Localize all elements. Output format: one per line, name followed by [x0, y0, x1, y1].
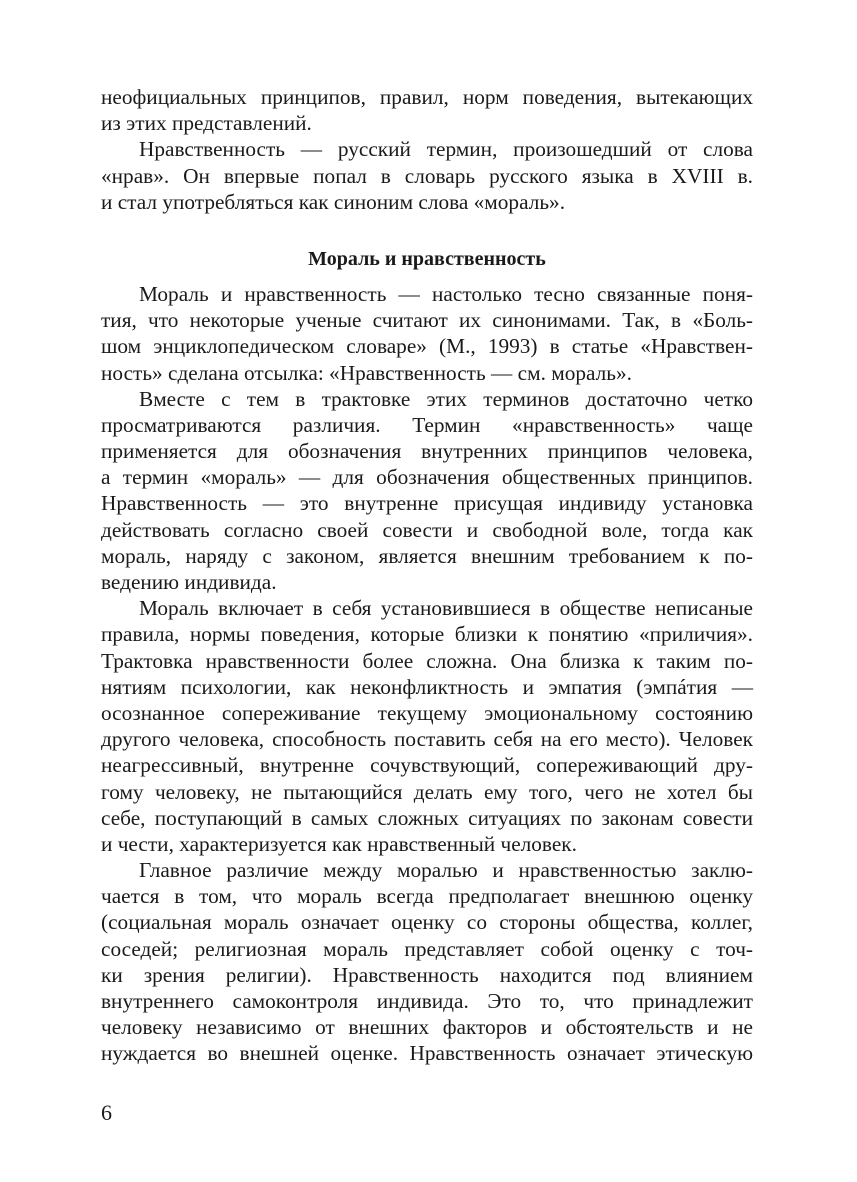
text-line: ность» сделана отсылка: «Нравственность — см. мораль».: [101, 360, 632, 385]
text-line: ки зрения религии). Нравственность находится под влиянием: [101, 962, 753, 987]
text-line: и чести, характеризуется как нравственный человек.: [101, 831, 577, 856]
text-line: нятиям психологии, как неконфликтность и эмпатия (эмпáтия —: [101, 674, 753, 699]
text-line: неофициальных принципов, правил, норм поведения, вытекающих: [101, 85, 753, 109]
paragraph-body-1: [101, 281, 753, 386]
text-line: Главное различие между моралью и нравственностью заклю-: [139, 858, 753, 883]
text-line: осознанное сопереживание текущему эмоциональному состоянию: [101, 700, 753, 725]
page-body: [101, 84, 753, 1067]
text-line: действовать согласно своей совести и свободной воле, тогда как: [101, 517, 753, 542]
text-line: «нрав». Он впервые попал в словарь русского языка в XVIII в.: [101, 163, 753, 188]
text-line: Нравственность — это внутренне присущая индивиду установка: [101, 491, 753, 516]
paragraph-body-4: [101, 857, 753, 1067]
text-line: мораль, наряду с законом, является внешним требованием к по-: [101, 543, 753, 568]
paragraph-intro-2: [101, 136, 753, 215]
text-line: из этих представлений.: [101, 111, 312, 136]
text-line: (социальная мораль означает оценку со стороны общества, коллег,: [101, 910, 753, 935]
text-line: внутреннего самоконтроля индивида. Это то, что принадлежит: [101, 989, 753, 1013]
paragraph-intro-1: [101, 84, 753, 136]
text-line: человеку независимо от внешних факторов и обстоятельств и не: [101, 1015, 753, 1040]
section-heading: Мораль и нравственность: [308, 247, 546, 270]
text-line: соседей; религиозная мораль представляет собой оценку с точ-: [101, 936, 753, 961]
text-line: тия, что некоторые ученые считают их синонимами. Так, в «Боль-: [101, 308, 753, 333]
text-line: гому человеку, не пытающийся делать ему того, чего не хотел бы: [101, 779, 753, 804]
text-line: Нравственность — русский термин, произошедший от слова: [139, 137, 753, 162]
text-line: а термин «мораль» — для обозначения общественных принципов.: [101, 465, 753, 490]
text-line: чается в том, что мораль всегда предполагает внешнюю оценку: [101, 884, 753, 909]
text-line: ведению индивида.: [101, 570, 277, 594]
text-line: и стал употребляться как синоним слова «мораль».: [101, 189, 566, 214]
text-line: себе, поступающий в самых сложных ситуациях по законам совести: [101, 805, 753, 830]
paragraph-body-2: [101, 386, 753, 596]
text-line: нуждается во внешней оценке. Нравственность означает этическую: [101, 1041, 753, 1066]
page-number: 6: [101, 1100, 112, 1125]
text-line: Мораль включает в себя установившиеся в обществе неписаные: [139, 596, 753, 621]
paragraph-body-3: [101, 595, 753, 857]
text-line: Вместе с тем в трактовке этих терминов достаточно четко: [139, 386, 753, 411]
text-line: Мораль и нравственность — настолько тесно связанные поня-: [139, 281, 753, 306]
text-line: другого человека, способность поставить себя на его место). Человек: [101, 727, 753, 752]
text-line: правила, нормы поведения, которые близки к понятию «приличия».: [101, 622, 753, 647]
text-line: просматриваются различия. Термин «нравственность» чаще: [101, 412, 753, 437]
text-line: неагрессивный, внутренне сочувствующий, сопереживающий дру-: [101, 753, 753, 778]
text-line: шом энциклопедическом словаре» (М., 1993) в статье «Нравствен-: [101, 334, 753, 359]
text-line: применяется для обозначения внутренних принципов человека,: [101, 439, 753, 464]
text-line: Трактовка нравственности более сложна. Она близка к таким по-: [101, 648, 753, 673]
